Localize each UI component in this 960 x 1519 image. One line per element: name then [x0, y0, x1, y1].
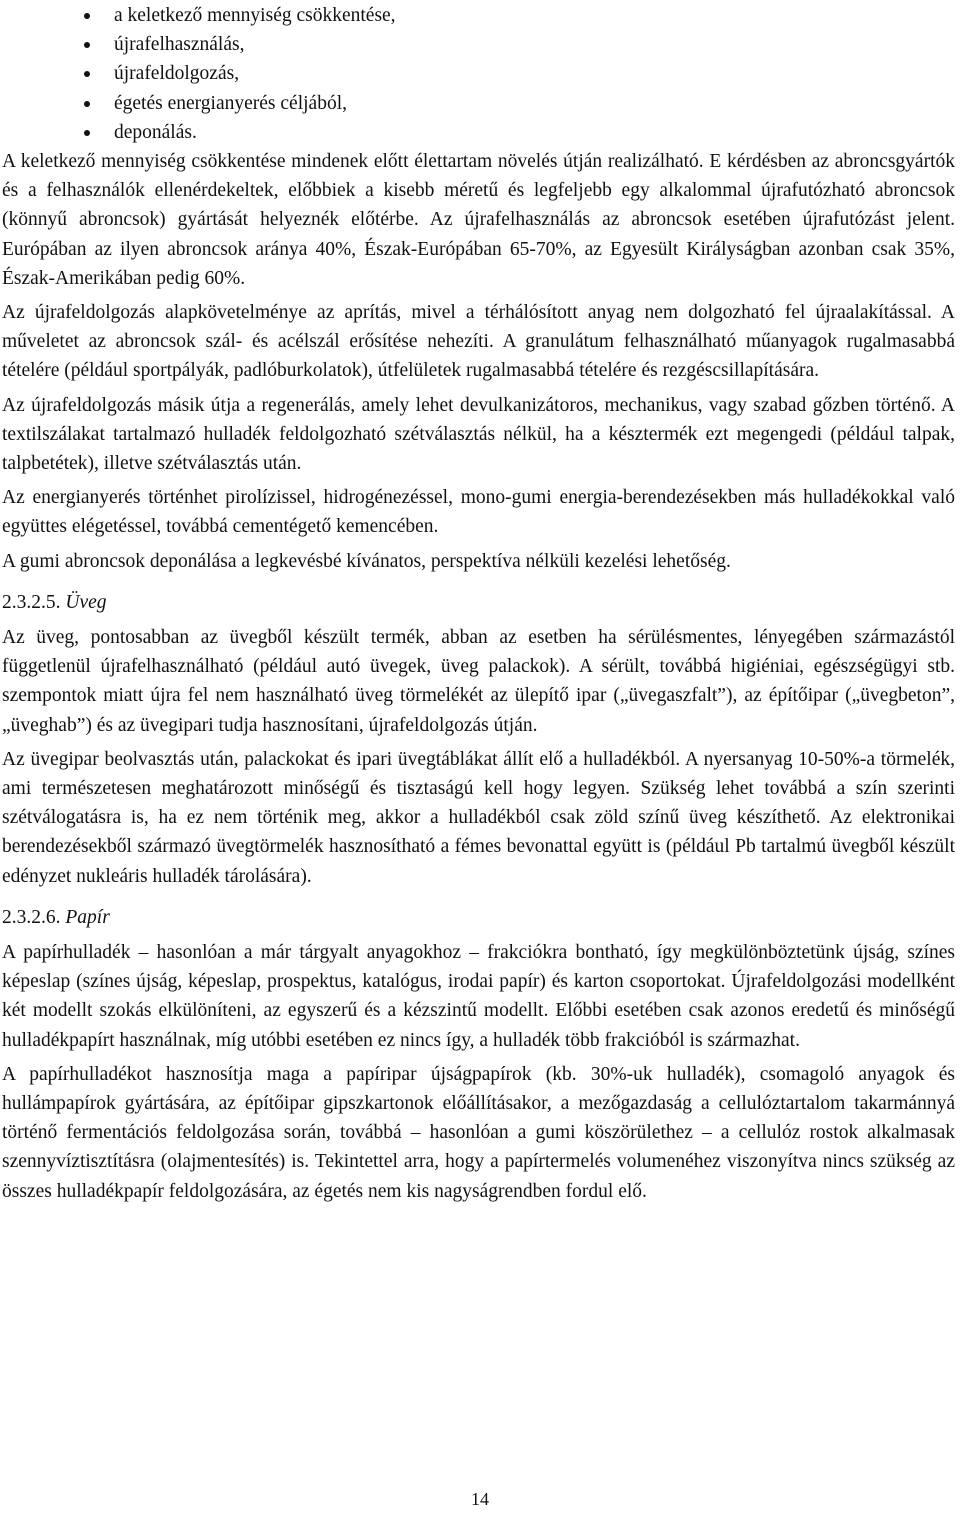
list-item-text: deponálás.: [114, 121, 197, 143]
tire-paragraph-landfill: A gumi abroncsok deponálása a legkevésbé kívánatos, perspektíva nélküli kezelési lehetőség.: [2, 550, 731, 572]
document-page: [2, 0, 955, 1206]
tire-paragraph-lifetime: A keletkező mennyiség csökkentése mindenek előtt élettartam növelés útján realizálható. E kérdésben az abroncsgyártók és a felhasználók ellenérdekeltek, előbbiek a kisebb méretű és legfeljebb egy alkalommal újrafutózható abroncsok (könnyű abroncsok) gyártását helyeznék előtérbe. Az újrafelhasználás az abroncsok esetében újrafutózást jelent. Európában az ilyen abroncsok aránya 40%, Észak-Európában 65-70%, az Egyesült Királyságban azonban csak 35%, Észak-Amerikában pedig 60%.: [2, 150, 955, 289]
section-number: 2.3.2.5.: [2, 591, 61, 613]
bullet-icon: [84, 130, 90, 136]
section-title: Üveg: [65, 591, 107, 613]
bullet-icon: [84, 13, 90, 19]
bullet-icon: [84, 71, 90, 77]
list-item: [2, 118, 955, 147]
tire-paragraph-regeneration: Az újrafeldolgozás másik útja a regenerálás, amely lehet devulkanizátoros, mechanikus, vagy szabad gőzben történő. A textilszálakat tartalmazó hulladék feldolgozható szétválasztás nélkül, ha a késztermék ezt megengedi (például talpak, talpbetétek), illetve szétválasztás után.: [2, 394, 955, 474]
tire-paragraph-energy: Az energianyerés történhet pirolízissel, hidrogénezéssel, mono-gumi energia-berendezésekben más hulladékokkal való együttes elégetéssel, továbbá cementégető kemencében.: [2, 487, 955, 538]
list-item-text: újrafelhasználás,: [114, 34, 245, 56]
glass-paragraph-reuse: Az üveg, pontosabban az üvegből készült termék, abban az esetben ha sérülésmentes, lényegében származástól függetlenül újrafelhasználható (például autó üvegek, üveg palackok). A sérült, továbbá higiéniai, egészségügyi stb. szempontok miatt újra fel nem használható üveg törmelékét az ülepítő ipar („üvegaszfalt”), az építőipar („üvegbeton”, „üveghab”) és az üvegipari tudja hasznosítani, újrafeldolgozás útján.: [2, 626, 955, 736]
glass-paragraph-industry: Az üvegipar beolvasztás után, palackokat és ipari üvegtáblákat állít elő a hulladékból. A nyersanyag 10-50%-a törmelék, ami természetesen meghatározott minőségű és tisztaságú kell hogy legyen. Szükség lehet továbbá a szín szerinti szétválogatásra is, ha ez nem történik meg, akkor a hulladékból csak zöld színű üveg készíthető. Az elektronikai berendezésekből származó üvegtörmelék hasznosítható a fémes bevonattal együtt is (például Pb tartalmú üvegből készült edényzet nukleáris hulladék tárolására).: [2, 748, 955, 887]
section-heading-glass: [2, 588, 955, 617]
list-item: [2, 30, 955, 59]
list-item-text: újrafeldolgozás,: [114, 63, 240, 85]
tire-paragraph-shredding: Az újrafeldolgozás alapkövetelménye az aprítás, mivel a térhálósított anyag nem dolgozható fel újraalakítással. A műveletet az abroncsok szál- és acélszál erősítése nehezíti. A granulátum felhasználható műanyagok rugalmasabbá tételére (például sportpályák, padlóburkolatok), útfelületek rugalmasabbá tételére és rezgéscsillapítására.: [2, 301, 955, 382]
bullet-icon: [84, 42, 90, 48]
bullet-icon: [84, 101, 90, 107]
list-item-text: a keletkező mennyiség csökkentése,: [114, 5, 396, 26]
list-item: [2, 59, 955, 88]
list-item: [2, 89, 955, 118]
list-item: [2, 1, 955, 30]
paper-paragraph-uses: A papírhulladékot hasznosítja maga a papíripar újságpapírok (kb. 30%-uk hulladék), csomagoló anyagok és hullámpapírok gyártására, az építőipar gipszkartonok előállításakor, a mezőgazdaság a cellulóztartalom takarmánnyá történő fermentációs feldolgozása során, továbbá – hasonlóan a gumi köszörülethez – a cellulóz rostok alkalmasak szennyvíztisztításra (olajmentesítés) is. Tekintettel arra, hogy a papírtermelés volumenéhez viszonyítva nincs szükség az összes hulladékpapír feldolgozására, az égetés nem kis nagyságrendben fordul elő.: [2, 1063, 955, 1202]
list-item-text: égetés energianyerés céljából,: [114, 92, 347, 114]
paper-paragraph-fractions: A papírhulladék – hasonlóan a már tárgyalt anyagokhoz – frakciókra bontható, így megkülönböztetünk újság, színes képeslap (színes újság, képeslap, prospektus, katalógus, irodai papír) és karton csoportokat. Újrafeldolgozási modellként két modellt szokás elkülöníteni, az egyszerű és a kézszintű modellt. Előbbi esetében csak azonos eredetű és minőségű hulladékpapírt használnak, míg utóbbi esetében ez nincs így, a hulladék több frakcióból is származhat.: [2, 942, 955, 1051]
section-number: 2.3.2.6.: [2, 906, 61, 928]
section-title: Papír: [65, 906, 110, 928]
page-number: 14: [471, 1489, 489, 1509]
treatment-options-list: [2, 0, 955, 147]
section-heading-paper: [2, 903, 955, 932]
